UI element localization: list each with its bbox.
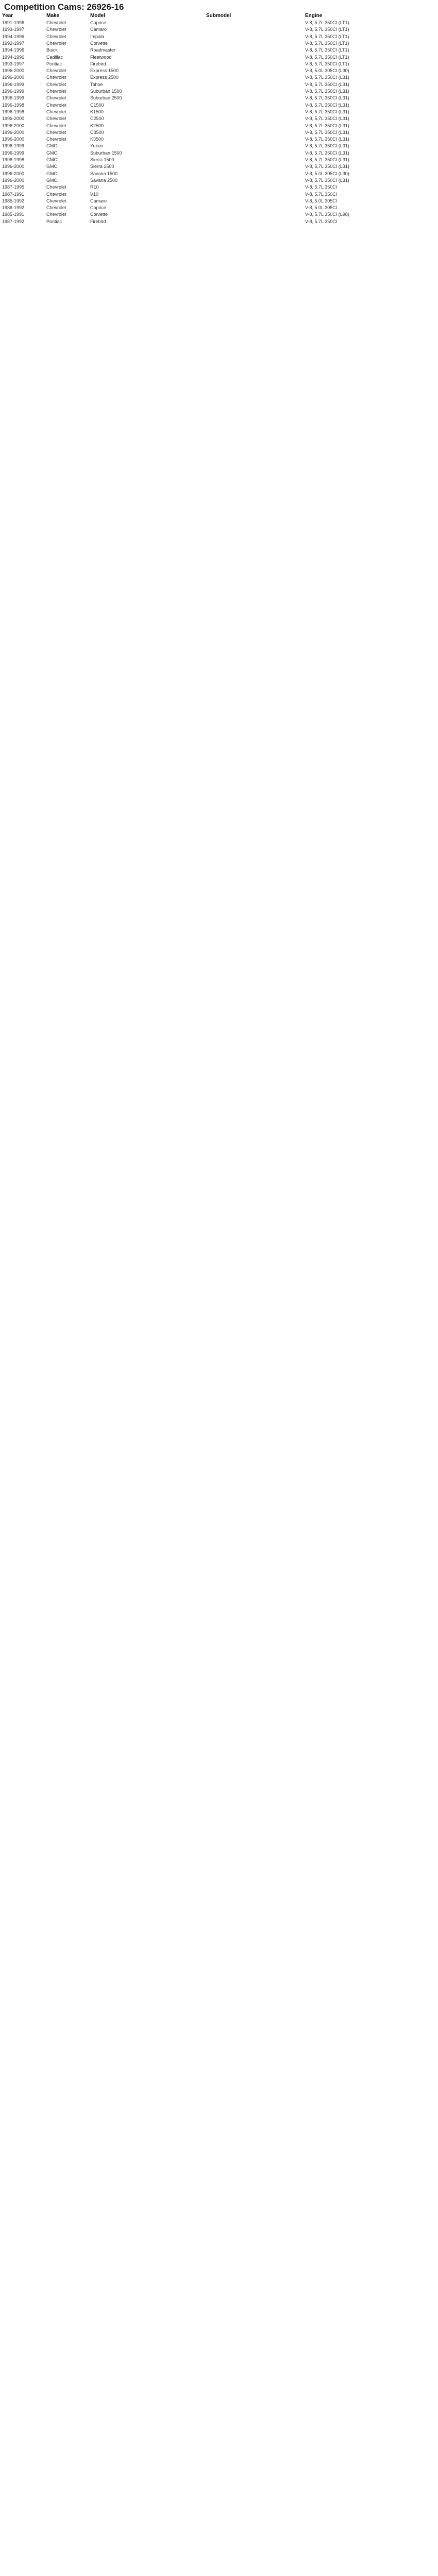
- cell-make: Chevrolet: [46, 95, 66, 101]
- cell-engine: V-8, 5.7L 350CI (L31): [305, 164, 349, 170]
- cell-year: 1985-1991: [2, 212, 25, 217]
- cell-model: K2500: [90, 123, 104, 128]
- cell-engine: V-8, 5.7L 350CI (LT1): [305, 20, 349, 25]
- cell-make: GMC: [46, 164, 57, 170]
- cell-year: 1996-1999: [2, 143, 25, 149]
- cell-year: 1996-1999: [2, 95, 25, 101]
- cell-model: Camaro: [90, 27, 107, 32]
- cell-make: Chevrolet: [46, 33, 66, 39]
- cell-make: Chevrolet: [46, 205, 66, 211]
- cell-engine: V-8, 5.7L 350CI (L31): [305, 177, 349, 183]
- table-row: [0, 218, 438, 225]
- cell-model: Express 2500: [90, 75, 119, 80]
- cell-year: 1987-1991: [2, 191, 25, 197]
- cell-make: Chevrolet: [46, 129, 66, 135]
- table-row: [0, 20, 438, 26]
- cell-make: Buick: [46, 47, 58, 53]
- cell-year: 1996-1998: [2, 157, 25, 162]
- table-row: [0, 205, 438, 211]
- cell-engine: V-8, 5.7L 350CI (L98): [305, 212, 349, 217]
- cell-engine: V-8, 5.7L 350CI (L31): [305, 89, 349, 94]
- cell-model: C3500: [90, 129, 104, 135]
- cell-model: Suburban 1500: [90, 89, 122, 94]
- cell-make: Chevrolet: [46, 116, 66, 122]
- cell-engine: V-8, 5.7L 350CI (L31): [305, 157, 349, 162]
- cell-model: Roadmaster: [90, 47, 116, 53]
- cell-make: Chevrolet: [46, 89, 66, 94]
- table-row: [0, 115, 438, 122]
- cell-engine: V-8, 5.7L 350CI (L31): [305, 109, 349, 114]
- cell-make: Chevrolet: [46, 20, 66, 25]
- cell-year: 1996-1999: [2, 89, 25, 94]
- cell-model: Corvette: [90, 212, 108, 217]
- cell-make: Chevrolet: [46, 198, 66, 204]
- cell-engine: V-8, 5.7L 350CI: [305, 218, 338, 224]
- cell-model: Savana 1500: [90, 171, 118, 176]
- cell-engine: V-8, 5.7L 350CI (LT1): [305, 61, 349, 66]
- cell-make: GMC: [46, 177, 57, 183]
- table-row: [0, 54, 438, 61]
- cell-model: C1500: [90, 102, 104, 108]
- cell-model: R10: [90, 184, 99, 190]
- cell-year: 1996-1998: [2, 102, 25, 108]
- cell-model: C2500: [90, 116, 104, 122]
- cell-model: V10: [90, 191, 99, 197]
- cell-engine: V-8, 5.7L 350CI (L31): [305, 102, 349, 108]
- cell-model: Impala: [90, 33, 105, 39]
- table-row: [0, 95, 438, 101]
- cell-make: GMC: [46, 171, 57, 176]
- cell-model: Sierra 1500: [90, 157, 114, 162]
- table-row: [0, 109, 438, 115]
- cell-make: Chevrolet: [46, 123, 66, 128]
- table-row: [0, 177, 438, 184]
- cell-make: Chevrolet: [46, 212, 66, 217]
- table-row: [0, 198, 438, 205]
- table-row: [0, 184, 438, 191]
- table-row: [0, 81, 438, 88]
- cell-engine: V-8, 5.7L 350CI (LT1): [305, 47, 349, 53]
- cell-model: Express 1500: [90, 68, 119, 74]
- cell-engine: V-8, 5.7L 350CI (LT1): [305, 27, 349, 32]
- cell-engine: V-8, 5.7L 350CI (LT1): [305, 54, 349, 60]
- table-row: [0, 157, 438, 163]
- cell-make: Chevrolet: [46, 184, 66, 190]
- cell-engine: V-8, 5.7L 350CI (L31): [305, 137, 349, 142]
- cell-make: Chevrolet: [46, 81, 66, 87]
- table-row: [0, 67, 438, 74]
- cell-year: 1986-1992: [2, 205, 25, 211]
- cell-model: K3500: [90, 137, 104, 142]
- table-row: [0, 61, 438, 67]
- cell-year: 1996-2000: [2, 129, 25, 135]
- table-row: [0, 163, 438, 170]
- table-row: [0, 150, 438, 157]
- table-row: [0, 102, 438, 109]
- cell-model: K1500: [90, 109, 104, 114]
- table-row: [0, 40, 438, 47]
- page-title: Competition Cams: 26926-16: [4, 2, 124, 12]
- cell-engine: V-8, 5.7L 350CI (L31): [305, 81, 349, 87]
- cell-model: Caprice: [90, 205, 107, 211]
- cell-make: Chevrolet: [46, 27, 66, 32]
- cell-year: 1996-2000: [2, 68, 25, 74]
- table-row: [0, 74, 438, 81]
- cell-make: Chevrolet: [46, 68, 66, 74]
- cell-engine: V-8, 5.7L 350CI (L31): [305, 123, 349, 128]
- cell-make: GMC: [46, 157, 57, 162]
- cell-year: 1996-2000: [2, 123, 25, 128]
- cell-make: Chevrolet: [46, 109, 66, 114]
- cell-model: Suburban 2500: [90, 95, 122, 101]
- table-row: [0, 136, 438, 143]
- cell-model: Caprice: [90, 20, 107, 25]
- header-year: Year: [2, 13, 13, 19]
- cell-year: 1996-2000: [2, 137, 25, 142]
- cell-year: 1996-2000: [2, 171, 25, 176]
- cell-engine: V-8, 5.7L 350CI (L31): [305, 129, 349, 135]
- cell-year: 1987-1995: [2, 184, 25, 190]
- cell-engine: V-8, 5.7L 350CI (L31): [305, 150, 349, 156]
- cell-year: 1985-1992: [2, 198, 25, 204]
- cell-year: 1996-1999: [2, 81, 25, 87]
- cell-engine: V-8, 5.7L 350CI: [305, 184, 338, 190]
- table-row: [0, 143, 438, 149]
- cell-make: Pontiac: [46, 61, 62, 66]
- table-row: [0, 123, 438, 129]
- cell-year: 1996-2000: [2, 177, 25, 183]
- cell-year: 1987-1992: [2, 218, 25, 224]
- cell-model: Corvette: [90, 40, 108, 46]
- table-row: [0, 211, 438, 218]
- table-row: [0, 33, 438, 40]
- cell-engine: V-8, 5.7L 350CI (LT1): [305, 33, 349, 39]
- cell-model: Firebird: [90, 218, 106, 224]
- header-make: Make: [46, 13, 60, 19]
- cell-make: Pontiac: [46, 218, 62, 224]
- cell-engine: V-8, 5.7L 350CI: [305, 191, 338, 197]
- header-model: Model: [90, 13, 105, 19]
- cell-year: 1991-1996: [2, 20, 25, 25]
- cell-model: Suburban 1500: [90, 150, 122, 156]
- cell-model: Savana 2500: [90, 177, 118, 183]
- cell-year: 1993-1997: [2, 27, 25, 32]
- header-submodel: Submodel: [206, 13, 231, 19]
- cell-engine: V-8, 5.7L 350CI (L31): [305, 143, 349, 149]
- cell-year: 1992-1997: [2, 40, 25, 46]
- cell-make: Chevrolet: [46, 102, 66, 108]
- cell-make: Chevrolet: [46, 191, 66, 197]
- cell-model: Fleetwood: [90, 54, 112, 60]
- cell-engine: V-8, 5.7L 350CI (L31): [305, 116, 349, 122]
- cell-make: Chevrolet: [46, 75, 66, 80]
- cell-model: Sierra 2500: [90, 164, 114, 170]
- cell-year: 1994-1996: [2, 54, 25, 60]
- cell-make: Chevrolet: [46, 40, 66, 46]
- cell-make: GMC: [46, 143, 57, 149]
- table-row: [0, 26, 438, 33]
- cell-year: 1996-1998: [2, 109, 25, 114]
- cell-engine: V-8, 5.7L 350CI (L31): [305, 75, 349, 80]
- cell-model: Tahoe: [90, 81, 103, 87]
- cell-engine: V-8, 5.0L 305CI: [305, 198, 338, 204]
- table-header: [0, 12, 438, 19]
- cell-model: Yukon: [90, 143, 104, 149]
- cell-model: Firebird: [90, 61, 106, 66]
- cell-make: Cadillac: [46, 54, 63, 60]
- cell-year: 1996-2000: [2, 164, 25, 170]
- cell-engine: V-8, 5.0L 305CI (L30): [305, 68, 349, 74]
- cell-engine: V-8, 5.7L 350CI (LT1): [305, 40, 349, 46]
- cell-engine: V-8, 5.0L 305CI: [305, 205, 338, 211]
- cell-engine: V-8, 5.0L 305CI (L30): [305, 171, 349, 176]
- table-row: [0, 47, 438, 54]
- cell-model: Camaro: [90, 198, 107, 204]
- table-row: [0, 88, 438, 95]
- cell-make: GMC: [46, 150, 57, 156]
- cell-year: 1994-1996: [2, 47, 25, 53]
- table-row: [0, 171, 438, 177]
- table-row: [0, 191, 438, 198]
- header-engine: Engine: [305, 13, 323, 19]
- cell-year: 1996-2000: [2, 75, 25, 80]
- cell-engine: V-8, 5.7L 350CI (L31): [305, 95, 349, 101]
- cell-year: 1996-2000: [2, 116, 25, 122]
- cell-year: 1996-1999: [2, 150, 25, 156]
- cell-year: 1993-1997: [2, 61, 25, 66]
- cell-make: Chevrolet: [46, 137, 66, 142]
- cell-year: 1994-1996: [2, 33, 25, 39]
- table-row: [0, 129, 438, 136]
